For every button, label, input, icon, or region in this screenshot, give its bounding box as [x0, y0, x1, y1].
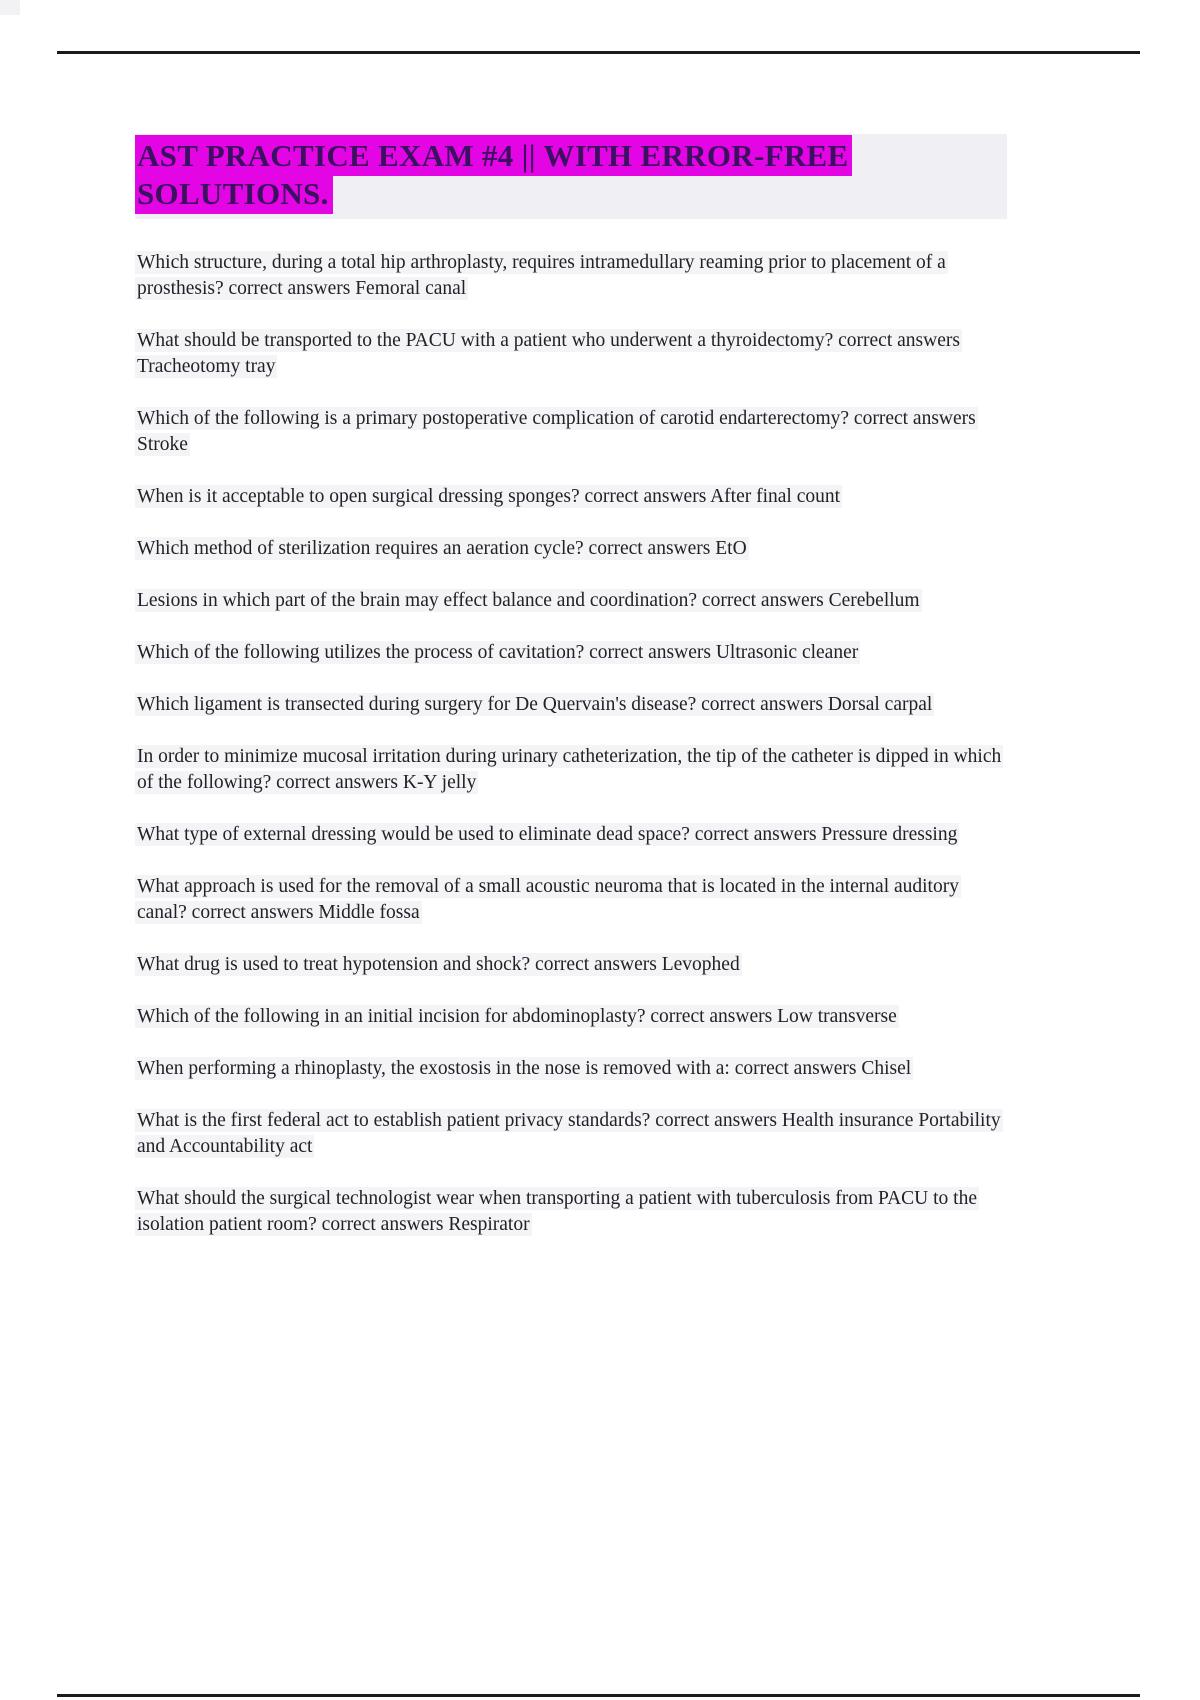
qa-text: Which method of sterilization requires an aeration cycle? correct answers EtO	[137, 538, 747, 559]
qa-text: What drug is used to treat hypotension and shock? correct answers Levophed	[137, 954, 740, 975]
qa-text: Which ligament is transected during surgery for De Quervain's disease? correct answers Dorsal carpal	[137, 694, 933, 715]
title-block	[135, 134, 1007, 219]
bottom-divider-line	[57, 1694, 1140, 1697]
qa-paragraph	[135, 1004, 1007, 1030]
corner-artifact	[0, 0, 20, 15]
qa-text: What should the surgical technologist wear when transporting a patient with tuberculosis from PACU to the isolation patient room? correct answers Respirator	[137, 1188, 977, 1235]
qa-text: When performing a rhinoplasty, the exostosis in the nose is removed with a: correct answers Chisel	[137, 1058, 912, 1079]
qa-paragraph	[135, 1056, 1007, 1082]
qa-text: Which of the following is a primary postoperative complication of carotid endarterectomy? correct answers Stroke	[137, 408, 976, 455]
qa-text: Lesions in which part of the brain may effect balance and coordination? correct answers Cerebellum	[137, 590, 920, 611]
page-title	[135, 137, 1007, 213]
title-line-2: SOLUTIONS.	[135, 173, 333, 214]
document-content	[135, 134, 1007, 1264]
qa-paragraph	[135, 822, 1007, 848]
qa-paragraph	[135, 484, 1007, 510]
qa-text: What is the first federal act to establish patient privacy standards? correct answers Health insurance Portability and Accountability act	[137, 1110, 1001, 1157]
qa-text: In order to minimize mucosal irritation during urinary catheterization, the tip of the catheter is dipped in which of the following? correct answers K-Y jelly	[137, 746, 1002, 793]
top-divider-line	[57, 51, 1140, 54]
qa-text: Which of the following in an initial incision for abdominoplasty? correct answers Low transverse	[137, 1006, 897, 1027]
qa-text: Which structure, during a total hip arthroplasty, requires intramedullary reaming prior to placement of a prosthesis? correct answers Femoral canal	[137, 252, 946, 299]
title-line-1: AST PRACTICE EXAM #4 || WITH ERROR-FREE	[135, 135, 852, 176]
qa-list	[135, 250, 1007, 1238]
qa-paragraph	[135, 1108, 1007, 1160]
qa-text: What type of external dressing would be used to eliminate dead space? correct answers Pressure dressing	[137, 824, 958, 845]
qa-paragraph	[135, 406, 1007, 458]
qa-text: What should be transported to the PACU with a patient who underwent a thyroidectomy? correct answers Tracheotomy tray	[137, 330, 960, 377]
qa-text: When is it acceptable to open surgical dressing sponges? correct answers After final count	[137, 486, 841, 507]
qa-paragraph	[135, 588, 1007, 614]
qa-text: What approach is used for the removal of a small acoustic neuroma that is located in the internal auditory canal? correct answers Middle fossa	[137, 876, 959, 923]
qa-paragraph	[135, 640, 1007, 666]
qa-paragraph	[135, 952, 1007, 978]
qa-paragraph	[135, 744, 1007, 796]
qa-text: Which of the following utilizes the process of cavitation? correct answers Ultrasonic cleaner	[137, 642, 859, 663]
qa-paragraph	[135, 1186, 1007, 1238]
qa-paragraph	[135, 328, 1007, 380]
qa-paragraph	[135, 874, 1007, 926]
qa-paragraph	[135, 250, 1007, 302]
qa-paragraph	[135, 692, 1007, 718]
qa-paragraph	[135, 536, 1007, 562]
